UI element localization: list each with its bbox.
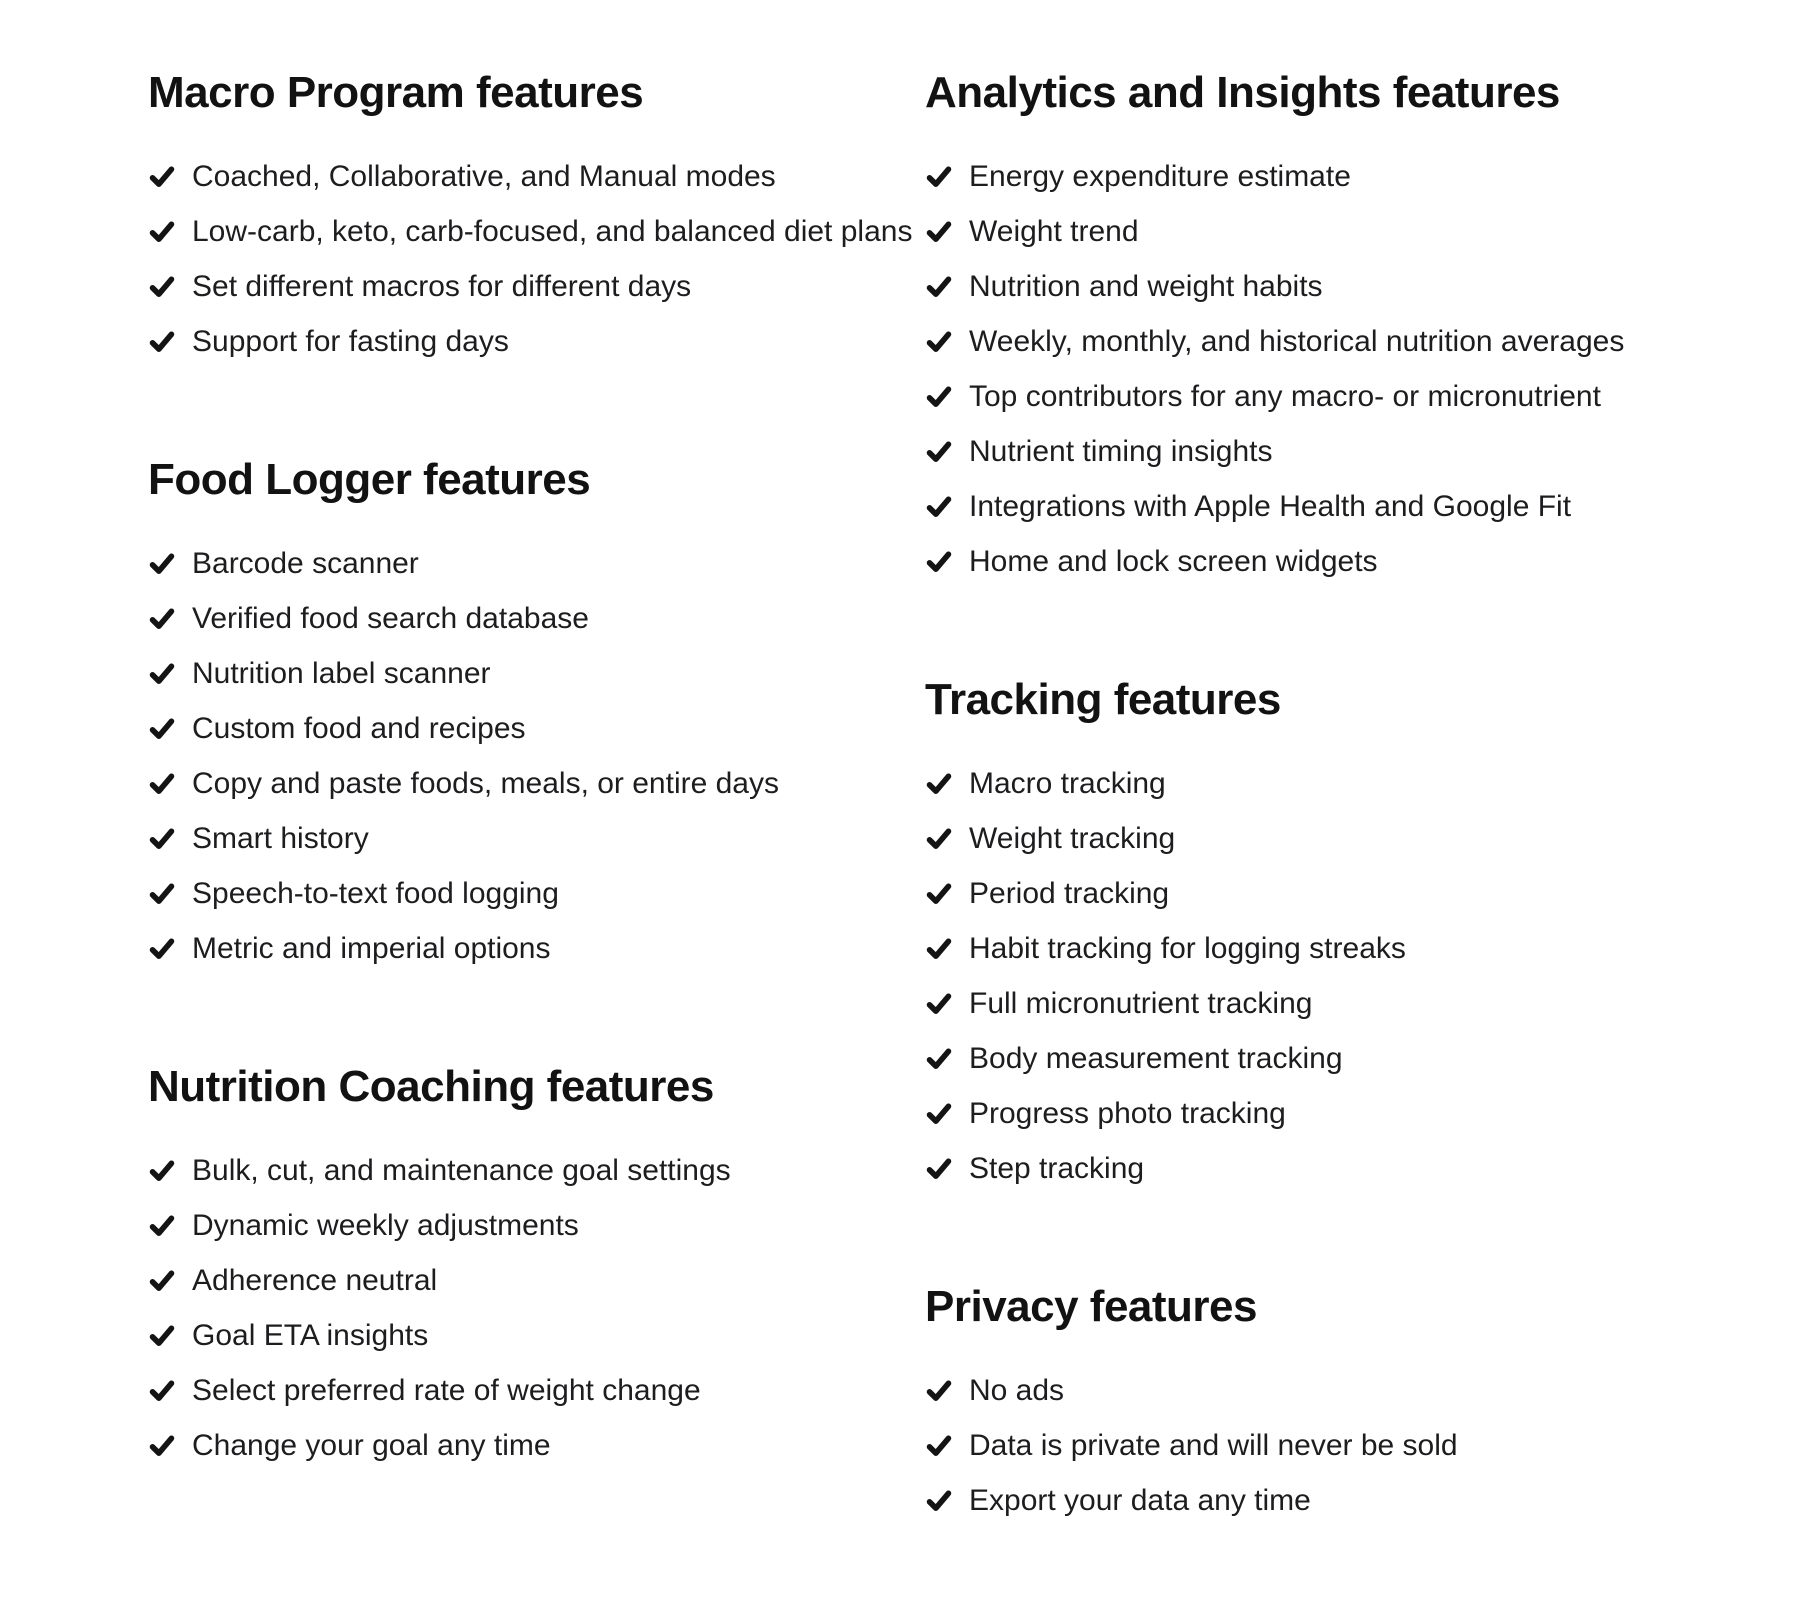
feature-item <box>148 866 925 921</box>
feature-item-label: Adherence neutral <box>192 1264 438 1297</box>
feature-item <box>148 646 925 701</box>
check-icon <box>148 1157 176 1184</box>
feature-item-label: Step tracking <box>969 1152 1145 1185</box>
feature-item <box>148 1363 925 1418</box>
feature-item-label: Change your goal any time <box>192 1429 551 1462</box>
feature-item <box>925 424 1778 479</box>
feature-item-label: Low-carb, keto, carb-focused, and balanced diet plans <box>192 215 913 248</box>
feature-item-label: Select preferred rate of weight change <box>192 1374 701 1407</box>
check-icon <box>148 550 176 577</box>
feature-item-label: Nutrient timing insights <box>969 435 1273 468</box>
check-icon <box>925 1432 953 1459</box>
feature-item-label: Integrations with Apple Health and Google Fit <box>969 490 1572 523</box>
check-icon <box>925 163 953 190</box>
feature-item <box>925 756 1778 811</box>
check-icon <box>148 163 176 190</box>
check-icon <box>148 715 176 742</box>
check-icon <box>925 1377 953 1404</box>
check-icon <box>148 770 176 797</box>
feature-item <box>925 1086 1778 1141</box>
check-icon <box>925 880 953 907</box>
feature-item <box>925 1363 1778 1418</box>
feature-item-label: Full micronutrient tracking <box>969 987 1313 1020</box>
feature-item-label: Bulk, cut, and maintenance goal settings <box>192 1154 731 1187</box>
check-icon <box>925 1100 953 1127</box>
section-title: Macro Program features <box>148 68 644 117</box>
feature-list <box>925 756 1778 1196</box>
check-icon <box>148 1432 176 1459</box>
feature-item <box>148 536 925 591</box>
feature-item-label: Home and lock screen widgets <box>969 545 1378 578</box>
feature-item-label: Weight trend <box>969 215 1139 248</box>
right-column <box>925 66 1778 1612</box>
feature-item <box>148 921 925 976</box>
feature-section <box>925 1280 1778 1528</box>
feature-item <box>925 866 1778 921</box>
check-icon <box>148 218 176 245</box>
feature-item-label: Copy and paste foods, meals, or entire days <box>192 767 779 800</box>
feature-item-label: Speech-to-text food logging <box>192 877 559 910</box>
feature-item-label: Top contributors for any macro- or micronutrient <box>969 380 1601 413</box>
feature-item <box>925 534 1778 589</box>
feature-item <box>148 259 925 314</box>
feature-item <box>148 1418 925 1473</box>
feature-item <box>925 479 1778 534</box>
check-icon <box>148 935 176 962</box>
section-title: Food Logger features <box>148 455 591 504</box>
feature-item-label: Body measurement tracking <box>969 1042 1343 1075</box>
feature-list <box>925 1363 1778 1528</box>
feature-section <box>925 66 1778 589</box>
feature-item <box>925 259 1778 314</box>
feature-item <box>925 1141 1778 1196</box>
feature-item <box>925 1418 1778 1473</box>
check-icon <box>148 1322 176 1349</box>
feature-list <box>148 1143 925 1473</box>
check-icon <box>925 493 953 520</box>
feature-item <box>148 204 925 259</box>
feature-item-label: Export your data any time <box>969 1484 1311 1517</box>
feature-list <box>148 149 925 369</box>
feature-item-label: Progress photo tracking <box>969 1097 1286 1130</box>
feature-item-label: Period tracking <box>969 877 1170 910</box>
feature-item <box>148 149 925 204</box>
feature-item-label: Coached, Collaborative, and Manual modes <box>192 160 776 193</box>
feature-item-label: Data is private and will never be sold <box>969 1429 1458 1462</box>
feature-item <box>925 369 1778 424</box>
feature-item <box>925 811 1778 866</box>
feature-item <box>148 1308 925 1363</box>
feature-item-label: Metric and imperial options <box>192 932 551 965</box>
section-title: Privacy features <box>925 1282 1257 1331</box>
feature-item-label: Dynamic weekly adjustments <box>192 1209 579 1242</box>
check-icon <box>148 328 176 355</box>
check-icon <box>925 383 953 410</box>
feature-item-label: Smart history <box>192 822 369 855</box>
feature-list <box>925 149 1778 589</box>
check-icon <box>925 548 953 575</box>
check-icon <box>925 273 953 300</box>
left-column <box>148 66 925 1612</box>
feature-item <box>148 1198 925 1253</box>
feature-item-label: Nutrition and weight habits <box>969 270 1323 303</box>
check-icon <box>925 218 953 245</box>
check-icon <box>148 825 176 852</box>
check-icon <box>148 1212 176 1239</box>
feature-item-label: No ads <box>969 1374 1065 1407</box>
feature-item <box>925 976 1778 1031</box>
feature-item-label: Support for fasting days <box>192 325 509 358</box>
check-icon <box>925 1045 953 1072</box>
feature-item <box>925 314 1778 369</box>
check-icon <box>148 660 176 687</box>
feature-item <box>148 811 925 866</box>
check-icon <box>925 1487 953 1514</box>
feature-item-label: Macro tracking <box>969 767 1166 800</box>
feature-section <box>148 66 925 369</box>
check-icon <box>925 1155 953 1182</box>
feature-item <box>148 701 925 756</box>
feature-item <box>148 314 925 369</box>
feature-item <box>148 1143 925 1198</box>
check-icon <box>925 770 953 797</box>
feature-section <box>148 1060 925 1473</box>
check-icon <box>148 605 176 632</box>
check-icon <box>925 438 953 465</box>
section-title: Analytics and Insights features <box>925 68 1560 117</box>
feature-item-label: Set different macros for different days <box>192 270 692 303</box>
feature-item-label: Weight tracking <box>969 822 1176 855</box>
feature-item-label: Habit tracking for logging streaks <box>969 932 1406 965</box>
feature-item <box>925 921 1778 976</box>
check-icon <box>148 880 176 907</box>
feature-item-label: Barcode scanner <box>192 547 419 580</box>
check-icon <box>148 273 176 300</box>
check-icon <box>925 935 953 962</box>
check-icon <box>925 825 953 852</box>
feature-section <box>148 453 925 976</box>
feature-item-label: Custom food and recipes <box>192 712 526 745</box>
feature-list <box>148 536 925 976</box>
feature-item-label: Verified food search database <box>192 602 589 635</box>
check-icon <box>148 1377 176 1404</box>
check-icon <box>148 1267 176 1294</box>
feature-item-label: Energy expenditure estimate <box>969 160 1351 193</box>
feature-item-label: Goal ETA insights <box>192 1319 429 1352</box>
feature-section <box>925 673 1778 1196</box>
feature-item <box>148 756 925 811</box>
feature-item-label: Weekly, monthly, and historical nutrition averages <box>969 325 1625 358</box>
feature-item <box>148 1253 925 1308</box>
check-icon <box>925 328 953 355</box>
feature-item <box>925 1473 1778 1528</box>
check-icon <box>925 990 953 1017</box>
section-title: Nutrition Coaching features <box>148 1062 714 1111</box>
feature-item <box>925 1031 1778 1086</box>
feature-item <box>925 204 1778 259</box>
feature-item <box>148 591 925 646</box>
feature-item-label: Nutrition label scanner <box>192 657 491 690</box>
section-title: Tracking features <box>925 675 1281 724</box>
feature-item <box>925 149 1778 204</box>
